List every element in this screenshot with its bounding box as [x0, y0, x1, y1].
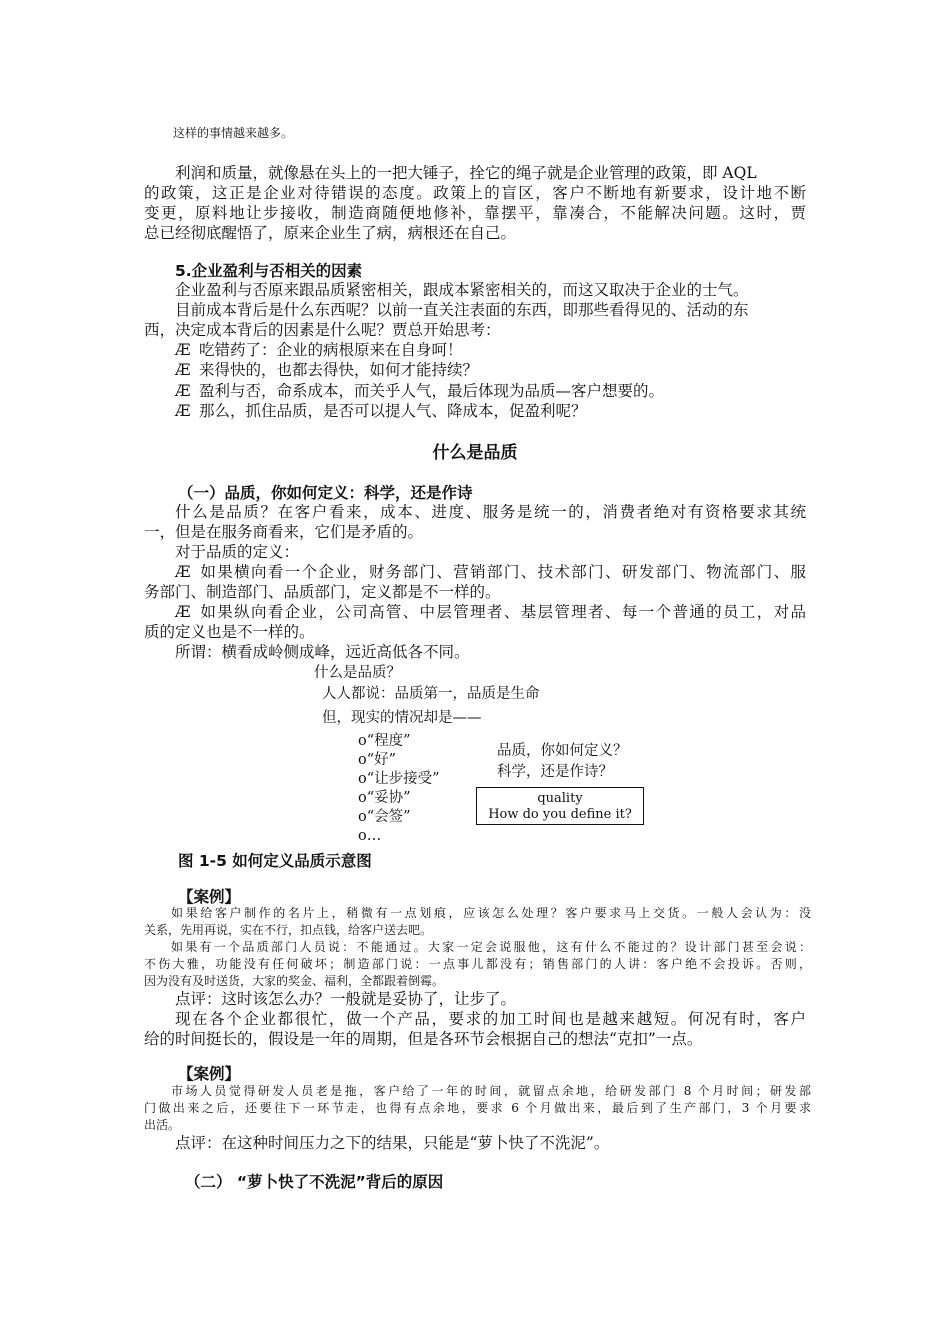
figure-item: o“妥协”: [358, 790, 411, 806]
bullet-mark: Æ: [175, 361, 191, 379]
case1-label: 【案例】: [178, 888, 241, 906]
sub1-bullet1-cont: 务部门、制造部门、品质部门，定义都是不一样的。: [144, 583, 501, 601]
case1-para: 现在各个企业都很忙，做一个产品，要求的加工时间也是越来越短。何况有时，客户: [175, 1010, 806, 1028]
sub2-heading: （二） “萝卜快了不洗泥”背后的原因: [185, 1173, 444, 1191]
figure-question2: 科学，还是作诗？: [497, 764, 613, 780]
figure-item: o“会签”: [358, 809, 411, 825]
para-profit-line: 的政策，这正是企业对待错误的态度。政策上的盲区，客户不断地有新要求，设计地不断: [144, 184, 806, 202]
quality-box-line2: How do you define it?: [488, 807, 632, 822]
sub1-bullet2-cont: 质的定义也是不一样的。: [144, 623, 315, 641]
figure-question1: 品质，你如何定义？: [497, 743, 628, 759]
bullet-mark: Æ: [175, 402, 191, 420]
figure-item: o“让步接受”: [358, 771, 440, 787]
case2-line: 出活。: [144, 1118, 181, 1132]
section5-heading: 5.企业盈利与否相关的因素: [175, 262, 363, 280]
sub1-saying: 所谓：横看成岭侧成峰，远近高低各不同。: [175, 643, 470, 661]
figure-title: 什么是品质？: [314, 665, 401, 681]
bullet-mark: Æ: [175, 341, 191, 359]
para-profit-line: 变更，原料地让步接收，制造商随便地修补，靠摆平，靠凑合，不能解决问题。这时，贾: [144, 204, 806, 222]
sub1-heading: （一）品质，你如何定义：科学，还是作诗: [178, 484, 473, 502]
figure-line1: 人人都说：品质第一，品质是生命: [322, 686, 540, 702]
sub1-bullet1: Æ 如果横向看一个企业，财务部门、营销部门、技术部门、研发部门、物流部门、服: [175, 563, 806, 581]
section5-bullet: Æ 来得快的，也都去得快，如何才能持续？: [175, 361, 479, 379]
figure-caption: 图 1-5 如何定义品质示意图: [178, 852, 372, 870]
sub1-line: 什么是品质？在客户看来，成本、进度、服务是统一的，消费者绝对有资格要求其统: [175, 503, 806, 521]
para-profit-line: 利润和质量，就像悬在头上的一把大锤子，拴它的绳子就是企业管理的政策，即 AQL: [175, 164, 757, 182]
figure-item: o…: [358, 828, 382, 844]
section5-bullet: Æ 吃错药了：企业的病根原来在自身呵！: [175, 341, 463, 359]
section5-bullet: Æ 盈利与否，命系成本，而关乎人气，最后体现为品质—客户想要的。: [175, 382, 665, 400]
bullet-mark: Æ: [175, 563, 191, 581]
figure-item: o“程度”: [358, 733, 411, 749]
section5-bullet: Æ 那么，抓住品质，是否可以提人气、降成本，促盈利呢？: [175, 402, 587, 420]
case1-comment: 点评：这时该怎么办？一般就是妥协了，让步了。: [175, 990, 517, 1008]
section5-line: 企业盈利与否原来跟品质紧密相关，跟成本紧密相关的，而这又取决于企业的士气。: [175, 281, 749, 299]
intro-line: 这样的事情越来越多。: [173, 126, 294, 140]
para-profit-line: 总已经彻底醒悟了，原来企业生了病，病根还在自己。: [144, 224, 517, 242]
figure-item: o“好”: [358, 752, 397, 768]
section5-line: 西，决定成本背后的因素是什么呢？贾总开始思考：: [144, 321, 501, 339]
case2-comment: 点评：在这种时间压力之下的结果，只能是“萝卜快了不洗泥”。: [175, 1134, 610, 1152]
bullet-mark: Æ: [175, 603, 191, 621]
sub1-line: 对于品质的定义：: [175, 543, 300, 561]
case1-line: 如果有一个品质部门人员说：不能通过。大家一定会说服他，这有什么不能过的？设计部门甚至会说：: [171, 940, 811, 954]
case1-para: 给的时间挺长的，假设是一年的周期，但是各环节会根据自己的想法“克扣”一点。: [144, 1030, 703, 1048]
figure-line2: 但，现实的情况却是——: [322, 710, 482, 726]
sub1-bullet2: Æ 如果纵向看企业，公司高管、中层管理者、基层管理者、每一个普通的员工，对品: [175, 603, 806, 621]
chapter-title: 什么是品质: [432, 443, 518, 463]
case2-line: 市场人员觉得研发人员老是拖，客户给了一年的时间，就留点余地，给研发部门 8 个月时间；研发部: [171, 1084, 811, 1098]
quality-box-line1: quality: [537, 791, 583, 806]
sub1-line: 一，但是在服务商看来，它们是矛盾的。: [144, 523, 424, 541]
quality-definition-figure: [300, 662, 660, 848]
case2-label: 【案例】: [178, 1065, 241, 1083]
case1-line: 因为没有及时送货，大家的奖金、福利，全都跟着倒霉。: [144, 974, 445, 988]
section5-line: 目前成本背后是什么东西呢？以前一直关注表面的东西，即那些看得见的、活动的东: [175, 301, 749, 319]
case1-line: 不伤大雅，功能没有任何破坏；制造部门说：一点事儿都没有；销售部门的人讲：客户绝不会投诉。否则，: [144, 957, 811, 971]
quality-box: [476, 787, 644, 825]
case1-line: 如果给客户制作的名片上，稍微有一点划痕，应该怎么处理？客户要求马上交货。一般人会认为：没: [171, 906, 811, 920]
case2-line: 门做出来之后，还要往下一环节走，也得有点余地，要求 6 个月做出来，最后到了生产部门，3 个月要求: [144, 1101, 811, 1115]
case1-line: 关系，先用再说，实在不行，扣点钱，给客户送去吧。: [144, 923, 433, 937]
bullet-mark: Æ: [175, 382, 191, 400]
